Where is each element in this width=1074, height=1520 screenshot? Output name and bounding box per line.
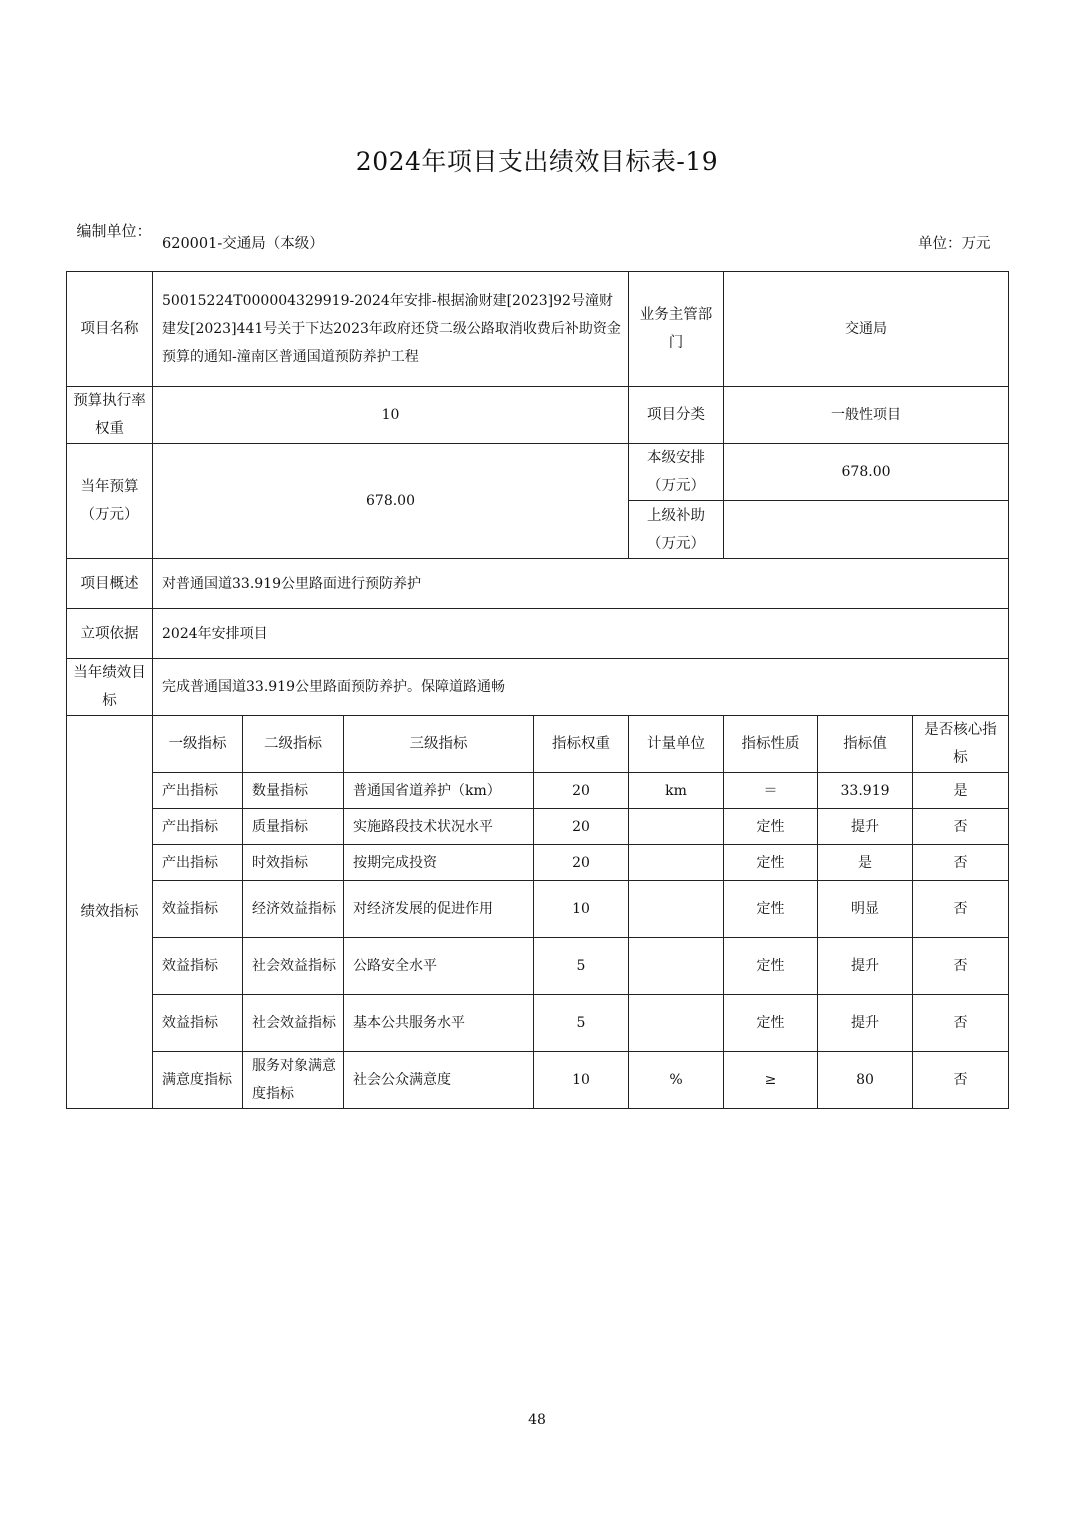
cell-level3: 对经济发展的促进作用	[344, 881, 534, 938]
cell-level1: 产出指标	[153, 845, 243, 881]
project-name-value: 50015224T000004329919-2024年安排-根据渝财建[2023]92号潼财建发[2023]441号关于下达2023年政府还贷二级公路取消收费后补助资金预算的通知-潼南区普通国道预防养护工程	[153, 272, 629, 387]
dept-label: 业务主管部门	[629, 272, 724, 387]
table-row	[67, 938, 1009, 995]
upper-subsidy-label: 上级补助（万元）	[629, 501, 724, 559]
overview-value: 对普通国道33.919公里路面进行预防养护	[153, 559, 1009, 609]
cell-nature: 定性	[724, 809, 818, 845]
cell-level3: 普通国省道养护（km）	[344, 773, 534, 809]
cell-level3: 基本公共服务水平	[344, 995, 534, 1052]
cell-level3: 公路安全水平	[344, 938, 534, 995]
cell-level2: 服务对象满意度指标	[243, 1052, 344, 1109]
cell-level1: 效益指标	[153, 938, 243, 995]
cell-level1: 效益指标	[153, 995, 243, 1052]
indicators-section-label: 绩效指标	[67, 716, 153, 1109]
cell-core: 是	[913, 773, 1009, 809]
budget-value: 678.00	[153, 444, 629, 559]
overview-label: 项目概述	[67, 559, 153, 609]
cell-weight: 10	[534, 881, 629, 938]
goal-label: 当年绩效目标	[67, 659, 153, 716]
table-row	[67, 1052, 1009, 1109]
cell-unit: %	[629, 1052, 724, 1109]
upper-subsidy-value	[724, 501, 1009, 559]
basis-value: 2024年安排项目	[153, 609, 1009, 659]
cell-core: 否	[913, 845, 1009, 881]
cell-nature: 定性	[724, 995, 818, 1052]
cell-level2: 时效指标	[243, 845, 344, 881]
goal-value: 完成普通国道33.919公里路面预防养护。保障道路通畅	[153, 659, 1009, 716]
cell-value: 提升	[818, 809, 913, 845]
unit-label: 编制单位：	[76, 222, 152, 240]
table-row	[67, 881, 1009, 938]
header-level1: 一级指标	[153, 716, 243, 773]
cell-unit	[629, 881, 724, 938]
cell-value: 80	[818, 1052, 913, 1109]
table-row	[67, 773, 1009, 809]
header-weight: 指标权重	[534, 716, 629, 773]
header-core: 是否核心指标	[913, 716, 1009, 773]
weight-value: 10	[153, 387, 629, 444]
header-value: 指标值	[818, 716, 913, 773]
page-number: 48	[528, 1412, 546, 1428]
cell-unit	[629, 845, 724, 881]
header-unit: 计量单位	[629, 716, 724, 773]
header-level2: 二级指标	[243, 716, 344, 773]
cell-core: 否	[913, 995, 1009, 1052]
page-title: 2024年项目支出绩效目标表-19	[355, 147, 719, 176]
category-label: 项目分类	[629, 387, 724, 444]
cell-level2: 质量指标	[243, 809, 344, 845]
cell-level1: 效益指标	[153, 881, 243, 938]
cell-value: 是	[818, 845, 913, 881]
cell-level2: 数量指标	[243, 773, 344, 809]
unit-value: 620001-交通局（本级）	[162, 236, 324, 252]
table-row	[67, 809, 1009, 845]
cell-level2: 社会效益指标	[243, 995, 344, 1052]
cell-level3: 实施路段技术状况水平	[344, 809, 534, 845]
cell-core: 否	[913, 1052, 1009, 1109]
cell-level1: 产出指标	[153, 773, 243, 809]
header-nature: 指标性质	[724, 716, 818, 773]
cell-weight: 10	[534, 1052, 629, 1109]
cell-level1: 产出指标	[153, 809, 243, 845]
cell-level3: 社会公众满意度	[344, 1052, 534, 1109]
header-level3: 三级指标	[344, 716, 534, 773]
cell-nature: ＝	[724, 773, 818, 809]
category-value: 一般性项目	[724, 387, 1009, 444]
cell-unit: km	[629, 773, 724, 809]
cell-value: 明显	[818, 881, 913, 938]
cell-core: 否	[913, 938, 1009, 995]
cell-level2: 经济效益指标	[243, 881, 344, 938]
cell-unit	[629, 938, 724, 995]
cell-nature: ≥	[724, 1052, 818, 1109]
dept-value: 交通局	[724, 272, 1009, 387]
table-row	[67, 995, 1009, 1052]
cell-value: 33.919	[818, 773, 913, 809]
cell-value: 提升	[818, 995, 913, 1052]
cell-core: 否	[913, 881, 1009, 938]
cell-weight: 5	[534, 938, 629, 995]
cell-unit	[629, 995, 724, 1052]
local-budget-label: 本级安排（万元）	[629, 444, 724, 501]
cell-nature: 定性	[724, 938, 818, 995]
cell-value: 提升	[818, 938, 913, 995]
table-row	[67, 845, 1009, 881]
money-unit: 单位：万元	[918, 236, 991, 252]
weight-label: 预算执行率权重	[67, 387, 153, 444]
cell-unit	[629, 809, 724, 845]
cell-core: 否	[913, 809, 1009, 845]
performance-table	[66, 271, 1009, 1109]
cell-nature: 定性	[724, 845, 818, 881]
cell-weight: 20	[534, 809, 629, 845]
cell-level1: 满意度指标	[153, 1052, 243, 1109]
budget-label: 当年预算（万元）	[67, 444, 153, 559]
cell-nature: 定性	[724, 881, 818, 938]
project-name-label: 项目名称	[67, 272, 153, 387]
local-budget-value: 678.00	[724, 444, 1009, 501]
cell-weight: 20	[534, 845, 629, 881]
basis-label: 立项依据	[67, 609, 153, 659]
cell-weight: 20	[534, 773, 629, 809]
cell-level3: 按期完成投资	[344, 845, 534, 881]
cell-level2: 社会效益指标	[243, 938, 344, 995]
cell-weight: 5	[534, 995, 629, 1052]
